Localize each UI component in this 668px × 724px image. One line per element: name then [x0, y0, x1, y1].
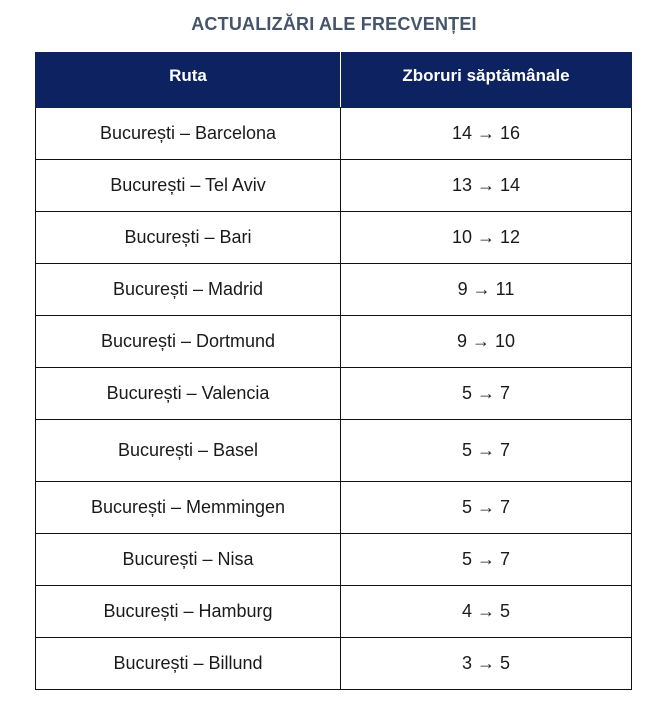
flights-cell: 5 → 7 [341, 534, 632, 586]
flights-cell: 4 → 5 [341, 586, 632, 638]
table-row [36, 108, 632, 160]
frequency-table [35, 52, 632, 690]
flights-cell: 5 → 7 [341, 420, 632, 482]
table-row [36, 420, 632, 482]
table-row [36, 316, 632, 368]
route-cell: București – Bari [36, 212, 341, 264]
table-row [36, 482, 632, 534]
table-row [36, 160, 632, 212]
column-header-route: Ruta [36, 53, 341, 108]
table-row [36, 212, 632, 264]
table-row [36, 264, 632, 316]
flights-cell: 9 → 11 [341, 264, 632, 316]
route-cell: București – Memmingen [36, 482, 341, 534]
column-header-weekly-flights: Zboruri săptămânale [341, 53, 632, 108]
flights-cell: 13 → 14 [341, 160, 632, 212]
route-cell: București – Madrid [36, 264, 341, 316]
table-row [36, 534, 632, 586]
route-cell: București – Valencia [36, 368, 341, 420]
flights-cell: 3 → 5 [341, 638, 632, 690]
route-cell: București – Billund [36, 638, 341, 690]
flights-cell: 9 → 10 [341, 316, 632, 368]
route-cell: București – Barcelona [36, 108, 341, 160]
route-cell: București – Dortmund [36, 316, 341, 368]
flights-cell: 5 → 7 [341, 482, 632, 534]
table-row [36, 368, 632, 420]
page-title: ACTUALIZĂRI ALE FRECVENȚEI [191, 14, 477, 34]
flights-cell: 14 → 16 [341, 108, 632, 160]
route-cell: București – Nisa [36, 534, 341, 586]
table-row [36, 638, 632, 690]
table-header-row [36, 53, 632, 108]
flights-cell: 10 → 12 [341, 212, 632, 264]
route-cell: București – Basel [36, 420, 341, 482]
route-cell: București – Tel Aviv [36, 160, 341, 212]
route-cell: București – Hamburg [36, 586, 341, 638]
flights-cell: 5 → 7 [341, 368, 632, 420]
table-row [36, 586, 632, 638]
